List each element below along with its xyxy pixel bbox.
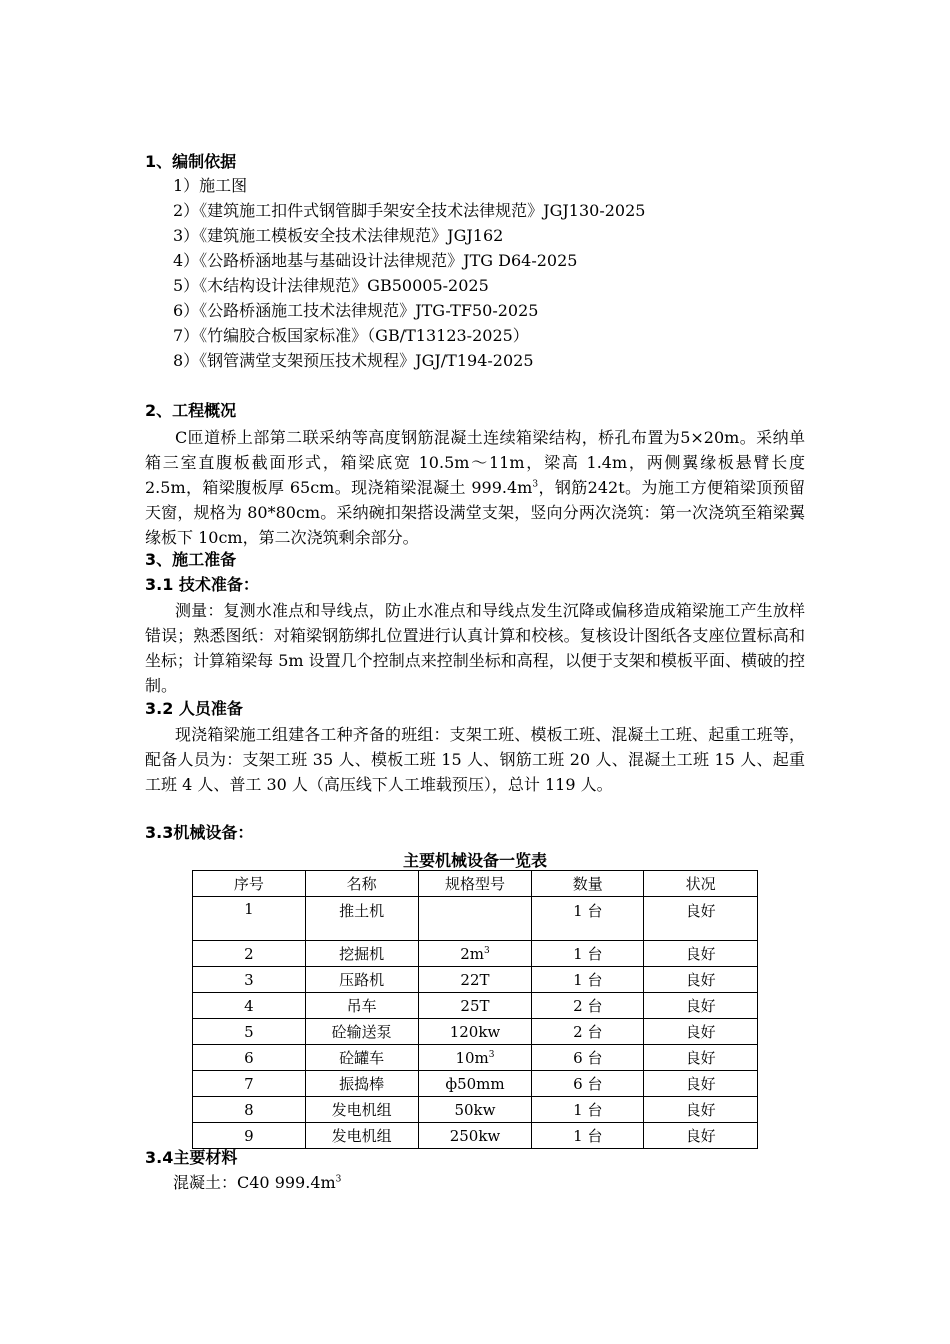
cell-status: 良好 (644, 897, 758, 941)
cell-name: 推土机 (305, 897, 418, 941)
cell-spec: 50kw (418, 1097, 532, 1123)
cell-status: 良好 (644, 1123, 758, 1149)
overview-text-a: C匝道桥上部第二联采纳等高度钢筋混凝土连续箱梁结构，桥孔布置为5×20m。采纳单箱三室直腹板截面形式，箱梁底宽 10.5m～11m，梁高 1.4m，两侧翼缘板悬臂长度 2.5m，箱梁腹板厚 65cm。现浇箱梁混凝土 999.4m (145, 428, 805, 497)
cell-qty: 1 台 (532, 897, 644, 941)
table-row (193, 967, 758, 993)
equipment-table (192, 870, 758, 1149)
cell-spec (418, 897, 532, 941)
cell-no: 6 (193, 1045, 306, 1071)
cell-status: 良好 (644, 993, 758, 1019)
section-3-4-heading: 3.4主要材料 (145, 1148, 238, 1167)
header-cell: 规格型号 (418, 871, 532, 897)
cell-status: 良好 (644, 1045, 758, 1071)
cell-name: 压路机 (305, 967, 418, 993)
technical-prep-paragraph: 测量：复测水准点和导线点，防止水准点和导线点发生沉降或偏移造成箱梁施工产生放样错误；熟悉图纸：对箱梁钢筋绑扎位置进行认真计算和校核。复核设计图纸各支座位置标高和坐标；计算箱梁每 5m 设置几个控制点来控制坐标和高程，以便于支架和模板平面、横破的控制。 (145, 601, 805, 695)
cell-no: 8 (193, 1097, 306, 1123)
table-row (193, 897, 758, 941)
staff-prep-paragraph: 现浇箱梁施工组建各工种齐备的班组：支架工班、模板工班、混凝土工班、起重工班等，配备人员为：支架工班 35 人、模板工班 15 人、钢筋工班 20 人、混凝土工班 15 人、起重工班 4 人、普工 30 人（高压线下人工堆载预压），总计 119 人。 (145, 725, 805, 794)
cell-name: 砼输送泵 (305, 1019, 418, 1045)
cell-qty: 1 台 (532, 1097, 644, 1123)
cell-qty: 1 台 (532, 941, 644, 967)
cell-name: 吊车 (305, 993, 418, 1019)
table-row (193, 1097, 758, 1123)
cell-qty: 2 台 (532, 993, 644, 1019)
reference-item: 3）《建筑施工模板安全技术法律规范》JGJ162 (173, 226, 504, 245)
cell-no: 3 (193, 967, 306, 993)
cell-spec: ф50mm (418, 1071, 532, 1097)
cell-name: 挖掘机 (305, 941, 418, 967)
cell-spec: 22T (418, 967, 532, 993)
cell-name: 发电机组 (305, 1097, 418, 1123)
materials-line: 混凝土：C40 $999.4m^3$ (173, 1173, 342, 1192)
equipment-table-title: 主要机械设备一览表 (402, 851, 547, 870)
table-header-row (193, 871, 758, 897)
reference-item: 2）《建筑施工扣件式钢管脚手架安全技术法律规范》JGJ130-2025 (173, 201, 646, 220)
cell-qty: 6 台 (532, 1045, 644, 1071)
table-row (193, 1123, 758, 1149)
cell-no: 7 (193, 1071, 306, 1097)
project-overview-paragraph (145, 425, 805, 550)
reference-item: 5）《木结构设计法律规范》GB50005-2025 (173, 276, 489, 295)
section-3-1-heading: 3.1 技术准备： (145, 575, 259, 594)
header-cell: 数量 (532, 871, 644, 897)
reference-item: 8）《钢管满堂支架预压技术规程》JGJ/T194-2025 (173, 351, 534, 370)
cell-no: 4 (193, 993, 306, 1019)
reference-item: 6）《公路桥涵施工技术法律规范》JTG-TF50-2025 (173, 301, 539, 320)
cell-spec: 25T (418, 993, 532, 1019)
header-cell: 状况 (644, 871, 758, 897)
overview-text-b: ，钢筋242t。为施工方便箱梁顶预留天窗，规格为 80*80cm。采纳碗扣架搭设满堂支架，竖向分两次浇筑：第一次浇筑至箱梁翼缘板下 10cm，第二次浇筑剩余部分。 (145, 478, 805, 547)
cell-name: 振捣棒 (305, 1071, 418, 1097)
cell-status: 良好 (644, 967, 758, 993)
cell-no: 9 (193, 1123, 306, 1149)
header-cell: 序号 (193, 871, 306, 897)
reference-item: 4）《公路桥涵地基与基础设计法律规范》JTG D64-2025 (173, 251, 578, 270)
section-1-heading: 1、编制依据 (145, 152, 237, 171)
cell-spec: $10m^3$ (418, 1045, 532, 1071)
cell-no: 5 (193, 1019, 306, 1045)
table-row (193, 1045, 758, 1071)
reference-item: 1）施工图 (173, 176, 248, 195)
cell-name: 砼罐车 (305, 1045, 418, 1071)
section-3-2-heading: 3.2 人员准备 (145, 699, 243, 718)
table-row (193, 993, 758, 1019)
cell-qty: 1 台 (532, 967, 644, 993)
cell-spec: 120kw (418, 1019, 532, 1045)
table-row (193, 941, 758, 967)
table-row (193, 1019, 758, 1045)
section-3-3-heading: 3.3机械设备： (145, 823, 254, 842)
cell-spec: $2m^3$ (418, 941, 532, 967)
cell-status: 良好 (644, 1097, 758, 1123)
cell-name: 发电机组 (305, 1123, 418, 1149)
overview-superscript: 3 (532, 479, 539, 490)
cell-spec: 250kw (418, 1123, 532, 1149)
cell-status: 良好 (644, 1019, 758, 1045)
cell-qty: 6 台 (532, 1071, 644, 1097)
section-2-heading: 2、工程概况 (145, 401, 237, 420)
cell-status: 良好 (644, 1071, 758, 1097)
cell-no: 2 (193, 941, 306, 967)
reference-item: 7）《竹编胶合板国家标准》（GB/T13123-2025） (173, 326, 529, 345)
cell-qty: 1 台 (532, 1123, 644, 1149)
cell-no: 1 (193, 897, 306, 941)
section-3-heading: 3、施工准备 (145, 550, 237, 569)
table-row (193, 1071, 758, 1097)
cell-status: 良好 (644, 941, 758, 967)
header-cell: 名称 (305, 871, 418, 897)
cell-qty: 2 台 (532, 1019, 644, 1045)
